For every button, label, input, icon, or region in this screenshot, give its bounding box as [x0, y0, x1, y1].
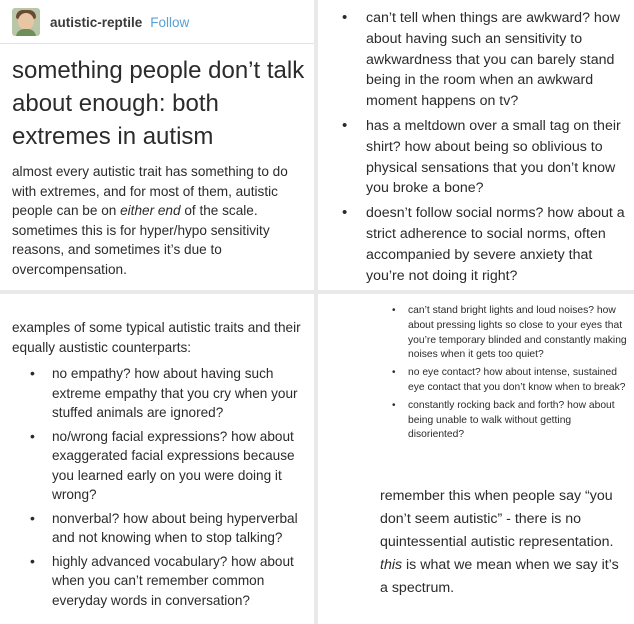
list-item: • no/wrong facial expressions? how about exaggerated facial expressions because you learned early on you were doing it wrong?	[30, 427, 310, 505]
examples-intro: examples of some typical autistic traits and their equally austistic counterparts:	[12, 320, 301, 355]
post-panel-header	[0, 0, 314, 290]
closing-text-after: is what we mean when we say it’s a spectrum.	[380, 557, 619, 596]
post-headline: something people don’t talk about enough: both extremes in autism	[12, 57, 305, 150]
list-item: • doesn’t follow social norms? how about a strict adherence to social norms, often accompanied by severe anxiety that you’re not doing it right?	[340, 203, 630, 286]
intro-text-before: almost every autistic trait has something to do with extremes, and for most of them, autistic people can be on	[12, 164, 288, 219]
header-divider	[0, 43, 314, 44]
post-panel-examples	[0, 294, 314, 624]
list-item: • has a meltdown over a small tag on their shirt? how about being so oblivious to physical sensations that you don’t know you broke a bone?	[340, 116, 630, 199]
avatar-body	[16, 29, 36, 36]
closing-paragraph	[380, 485, 626, 600]
list-item: • highly advanced vocabulary? how about when you can’t remember common everyday words in conversation?	[30, 552, 310, 611]
list-item: • can’t stand bright lights and loud noises? how about pressing lights so close to your eyes that you’re temporary blinded and constantly making noises when it gets too quiet?	[392, 304, 628, 363]
post-panel-closing	[318, 294, 634, 624]
post-intro	[12, 162, 308, 280]
follow-button[interactable]: Follow	[150, 14, 190, 30]
list-item: • can’t tell when things are awkward? how about having such an sensitivity to awkwardness that you can barely stand being in the room when an awkward moment happens on tv?	[340, 8, 630, 112]
closing-emphasis: this	[380, 557, 403, 573]
avatar-face	[18, 13, 34, 30]
list-item: • constantly rocking back and forth? how about being unable to walk without getting disoriented?	[392, 399, 628, 443]
bullet-list	[340, 8, 630, 290]
intro-text-after: of the scale. sometimes this is for hyper/hypo sensitivity reasons, and sometimes it’s due to overcompensation.	[12, 203, 270, 277]
list-item: • nonverbal? how about being hyperverbal and not knowing when to stop talking?	[30, 509, 310, 548]
post-panel-bullets-1	[318, 0, 634, 290]
post-header	[12, 7, 189, 37]
intro-emphasis: either end	[120, 203, 181, 219]
avatar[interactable]	[12, 8, 40, 36]
closing-text-before: remember this when people say “you don’t seem autistic” - there is no quintessential autistic representation.	[380, 488, 614, 550]
bullet-list	[30, 364, 310, 614]
username-link[interactable]: autistic-reptile	[50, 14, 143, 30]
list-item: • no empathy? how about having such extreme empathy that you cry when your stuffed animals are ignored?	[30, 364, 310, 423]
list-item: • no eye contact? how about intense, sustained eye contact that you don’t know when to break?	[392, 366, 628, 396]
bullet-list	[392, 304, 628, 446]
